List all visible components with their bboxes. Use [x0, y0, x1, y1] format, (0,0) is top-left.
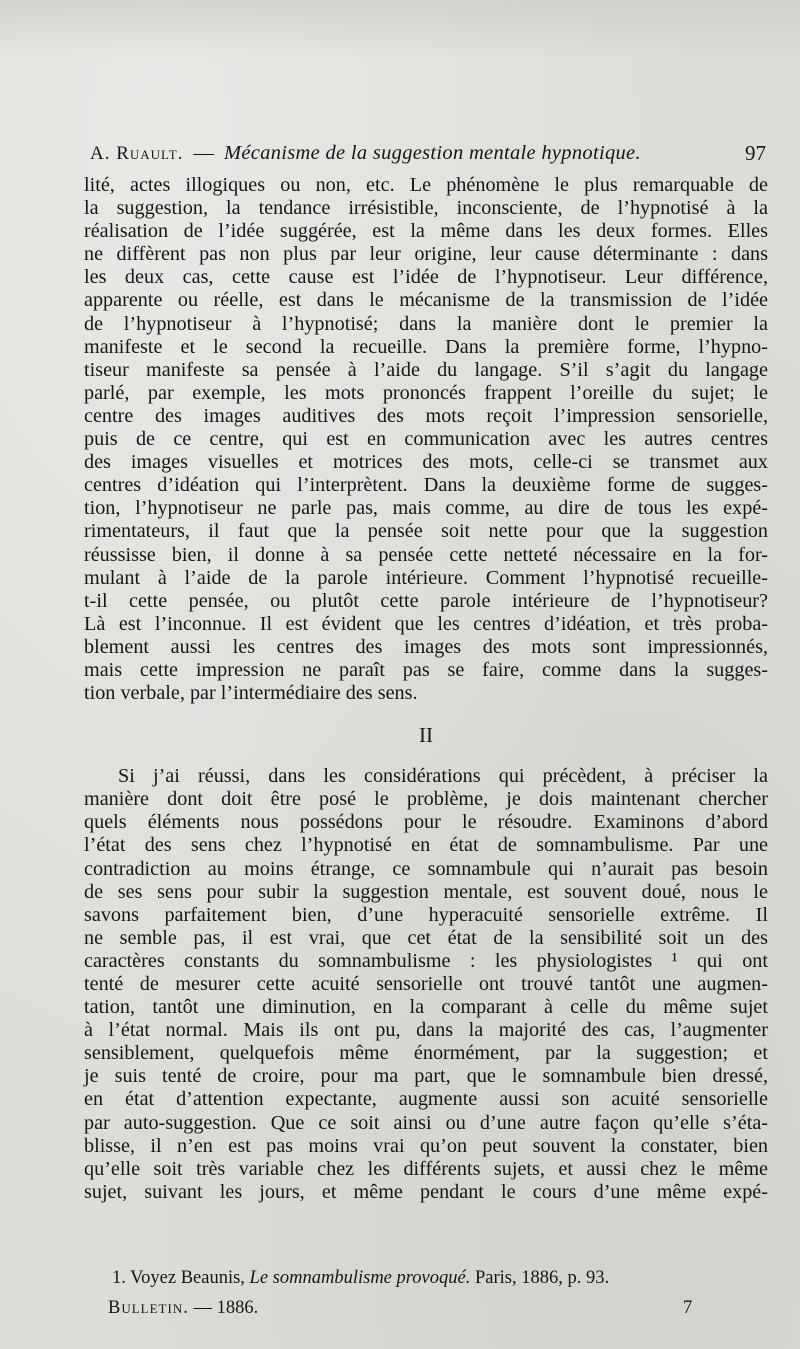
- running-head-dash: —: [193, 142, 214, 164]
- text-line: tation, tantôt une diminution, en la comparant à celle du même sujet: [84, 996, 768, 1019]
- text-line: la suggestion, la tendance irrésistible, inconsciente, de l’hypnotisé à la: [84, 197, 768, 220]
- text-line: mulant à l’aide de la parole intérieure. Comment l’hypnotisé recueille-: [84, 566, 768, 589]
- footnote-marker: 1.: [112, 1268, 126, 1288]
- text-line: quels éléments nous possédons pour le résoudre. Examinons d’abord: [84, 811, 768, 834]
- text-line: je suis tenté de croire, pour ma part, que le somnambule bien dressé,: [84, 1065, 768, 1088]
- text-line: sensiblement, quelquefois même énormément, par la suggestion; et: [84, 1042, 768, 1065]
- page-footer: [108, 1296, 708, 1320]
- body-text: [84, 174, 768, 1204]
- running-head-title: Mécanisme de la suggestion mentale hypnotique.: [224, 142, 641, 164]
- page-scan-shadow: [0, 0, 800, 60]
- text-line: puis de ce centre, qui est en communication avec les autres centres: [84, 428, 768, 451]
- text-line: Là est l’inconnue. Il est évident que les centres d’idéation, et très proba-: [84, 612, 768, 635]
- footer-year: 1886.: [216, 1298, 259, 1318]
- paragraph-2: [84, 765, 768, 1204]
- text-line: réussisse bien, il donne à sa pensée cette netteté nécessaire en la for-: [84, 543, 768, 566]
- text-line: l’état des sens chez l’hypnotisé en état de somnambulisme. Par une: [84, 834, 768, 857]
- running-head: [90, 138, 766, 169]
- paragraph-1: [84, 174, 768, 705]
- text-line: sujet, suivant les jours, et même pendant le cours d’une même expé-: [84, 1180, 768, 1203]
- footnote: [112, 1266, 609, 1290]
- footer-dash: —: [193, 1298, 212, 1318]
- text-line: manifeste et le second la recueille. Dans la première forme, l’hypno-: [84, 335, 768, 358]
- text-line: lité, actes illogiques ou non, etc. Le phénomène le plus remarquable de: [84, 174, 768, 196]
- footnote-details: Paris, 1886, p. 93.: [474, 1268, 610, 1288]
- text-line: Si j’ai réussi, dans les considérations qui précèdent, à préciser la: [118, 765, 768, 788]
- text-line: manière dont doit être posé le problème, je dois maintenant chercher: [84, 788, 768, 811]
- page-number: 97: [745, 141, 766, 165]
- footnote-work-title: Le somnambulisme provoqué.: [249, 1268, 471, 1288]
- text-line: qu’elle soit très variable chez les différents sujets, et aussi chez le même: [84, 1157, 768, 1180]
- text-line: ne diffèrent pas non plus par leur origine, leur cause déterminante : dans: [84, 243, 768, 266]
- text-line: caractères constants du somnambulisme : les physiologistes ¹ qui ont: [84, 949, 768, 972]
- text-line: tion verbale, par l’intermédiaire des sens.: [84, 682, 418, 705]
- text-line: à l’état normal. Mais ils ont pu, dans la majorité des cas, l’augmenter: [84, 1019, 768, 1042]
- text-line: rimentateurs, il faut que la pensée soit nette pour que la suggestion: [84, 520, 768, 543]
- text-line: t-il cette pensée, ou plutôt cette parole intérieure de l’hypnotiseur?: [84, 589, 768, 612]
- text-line: tiseur manifeste sa pensée à l’aide du langage. S’il s’agit du langage: [84, 358, 768, 381]
- text-line: blement aussi les centres des images des mots sont impressionnés,: [84, 635, 768, 658]
- text-line: réalisation de l’idée suggérée, est la même dans les deux formes. Elles: [84, 220, 768, 243]
- text-line: mais cette impression ne paraît pas se faire, comme dans la sugges-: [84, 658, 768, 681]
- text-line: de ses sens pour subir la suggestion mentale, est souvent doué, nous le: [84, 880, 768, 903]
- text-line: contradiction au moins étrange, ce somnambule qui n’aurait pas besoin: [84, 857, 768, 880]
- text-line: parlé, par exemple, les mots prononcés frappent l’oreille du sujet; le: [84, 381, 768, 404]
- text-line: ne semble pas, il est vrai, que cet état de la sensibilité soit un des: [84, 926, 768, 949]
- text-line: savons parfaitement bien, d’une hyperacuité sensorielle extrême. Il: [84, 903, 768, 926]
- signature-mark: 7: [683, 1298, 693, 1318]
- text-line: tion, l’hypnotiseur ne parle pas, mais comme, au dire de tous les expé-: [84, 497, 768, 520]
- footnote-lead: Voyez Beaunis,: [130, 1268, 245, 1288]
- footer-label: Bulletin.: [108, 1298, 189, 1318]
- text-line: des images visuelles et motrices des mots, celle-ci se transmet aux: [84, 451, 768, 474]
- section-heading: II: [419, 723, 433, 748]
- text-line: apparente ou réelle, est dans le mécanisme de la transmission de l’idée: [84, 289, 768, 312]
- text-line: centre des images auditives des mots reçoit l’impression sensorielle,: [84, 404, 768, 427]
- text-line: en état d’attention expectante, augmente aussi son acuité sensorielle: [84, 1088, 768, 1111]
- text-line: les deux cas, cette cause est l’idée de l’hypnotiseur. Leur différence,: [84, 266, 768, 289]
- text-line: par auto-suggestion. Que ce soit ainsi ou d’une autre façon qu’elle s’éta-: [84, 1111, 768, 1134]
- running-head-author: A. Ruault.: [90, 143, 184, 164]
- text-line: tenté de mesurer cette acuité sensorielle ont trouvé tantôt une augmen-: [84, 973, 768, 995]
- text-line: blisse, il n’en est pas moins vrai qu’on peut souvent la constater, bien: [84, 1134, 768, 1157]
- text-line: de l’hypnotiseur à l’hypnotisé; dans la manière dont le premier la: [84, 312, 768, 335]
- text-line: centres d’idéation qui l’interprètent. Dans la deuxième forme de sugges-: [84, 474, 768, 497]
